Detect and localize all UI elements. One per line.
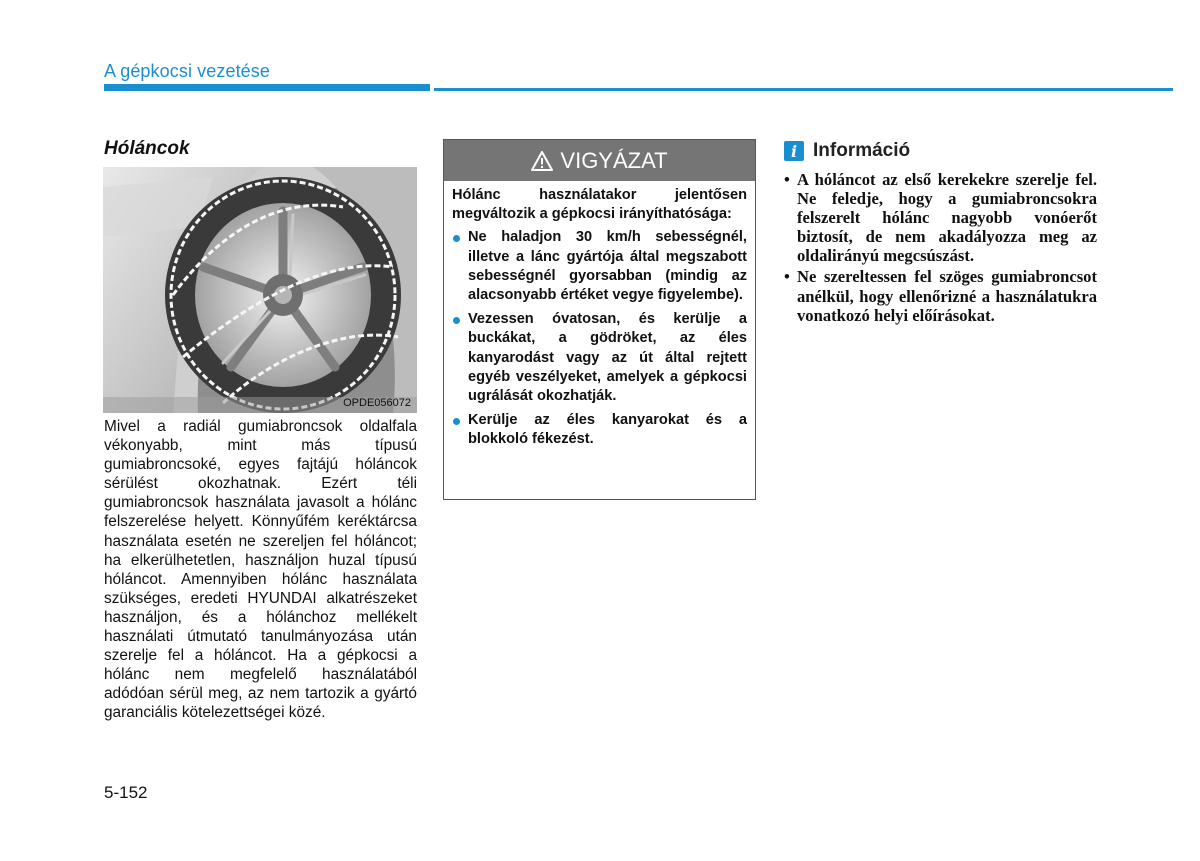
header-rule-thick: [104, 84, 430, 91]
warning-list: [452, 228, 747, 449]
bullet-icon: •: [784, 170, 790, 189]
info-item-text: Ne szereltessen fel szöges gumiabroncsot anélkül, hogy ellenőrizné a használatukra vonatkozó helyi előírásokat.: [797, 267, 1097, 325]
body-text: Mivel a radiál gumiabroncsok oldalfala vékonyabb, mint más típusú gumiabroncsoké, egyes fajtájú hóláncok sérülést okozhatnak. Ezért téli gumiabroncsok használata javasolt a hólánc felszerelése helyett. Könnyűfém keréktárcsa használata esetén ne szereljen fel hóláncot; ha elkerülhetetlen, használjon huzal típusú hóláncot. Amennyiben hólánc használata szükséges, eredeti HYUNDAI alkatrészeket használjon, és a hólánchoz mellékelt használati útmutató tanulmányozása után szerelje fel a hóláncot. Ha a gépkocsi a hólánc nem megfelelő használatából adódóan sérül meg, az nem tartozik a gyártó garanciális kötelezettségei közé.: [104, 418, 417, 722]
bullet-icon: [453, 317, 460, 324]
warning-intro: Hólánc használatakor jelentősen megváltozik a gépkocsi irányíthatósága:: [452, 187, 747, 223]
warning-list-item: [452, 310, 747, 406]
warning-box: [443, 139, 756, 500]
info-title: Információ: [813, 140, 911, 161]
info-list: [784, 170, 1097, 325]
page-number: 5-152: [104, 783, 148, 802]
section-heading: Hóláncok: [104, 138, 190, 159]
warning-body: [444, 181, 755, 450]
info-heading: [784, 140, 910, 162]
info-item-text: A hóláncot az első kerekekre szerelje fel. Ne feledje, hogy a gumiabroncsokra felszerelt hólánc nagyobb vonóerőt biztosít, de nem akadályozza meg az oldalirányú megcsúszást.: [797, 170, 1097, 266]
warning-item-text: Vezessen óvatosan, és kerülje a buckákat, a gödröket, az éles kanyarodást vagy az út által rejtett egyéb veszélyeket, amelyek a gépkocsi ugrálását okozhatják.: [468, 311, 747, 405]
header-rule-thin: [434, 88, 1173, 91]
info-list-item: [784, 267, 1097, 324]
warning-list-item: [452, 411, 747, 449]
info-icon: i: [784, 141, 804, 161]
warning-list-item: [452, 228, 747, 305]
warning-header: [444, 140, 755, 181]
wheel-with-snow-chain-image: [103, 167, 417, 413]
warning-triangle-icon: [531, 151, 553, 171]
warning-title: VIGYÁZAT: [560, 147, 668, 173]
figure-caption: OPDE056072: [343, 397, 411, 409]
bullet-icon: •: [784, 267, 790, 287]
snow-chain-figure: [103, 167, 417, 413]
info-list-item: [784, 170, 1097, 265]
warning-item-text: Kerülje az éles kanyarokat és a blokkoló fékezést.: [468, 412, 747, 448]
section-title: A gépkocsi vezetése: [104, 61, 271, 81]
bullet-icon: [453, 235, 460, 242]
warning-item-text: Ne haladjon 30 km/h sebességnél, illetve a lánc gyártója által megszabott sebességnél gyorsabban (mindig az alacsonyabb értéket vegye figyelembe).: [468, 229, 747, 304]
info-body: [784, 170, 1097, 327]
bullet-icon: [453, 418, 460, 425]
